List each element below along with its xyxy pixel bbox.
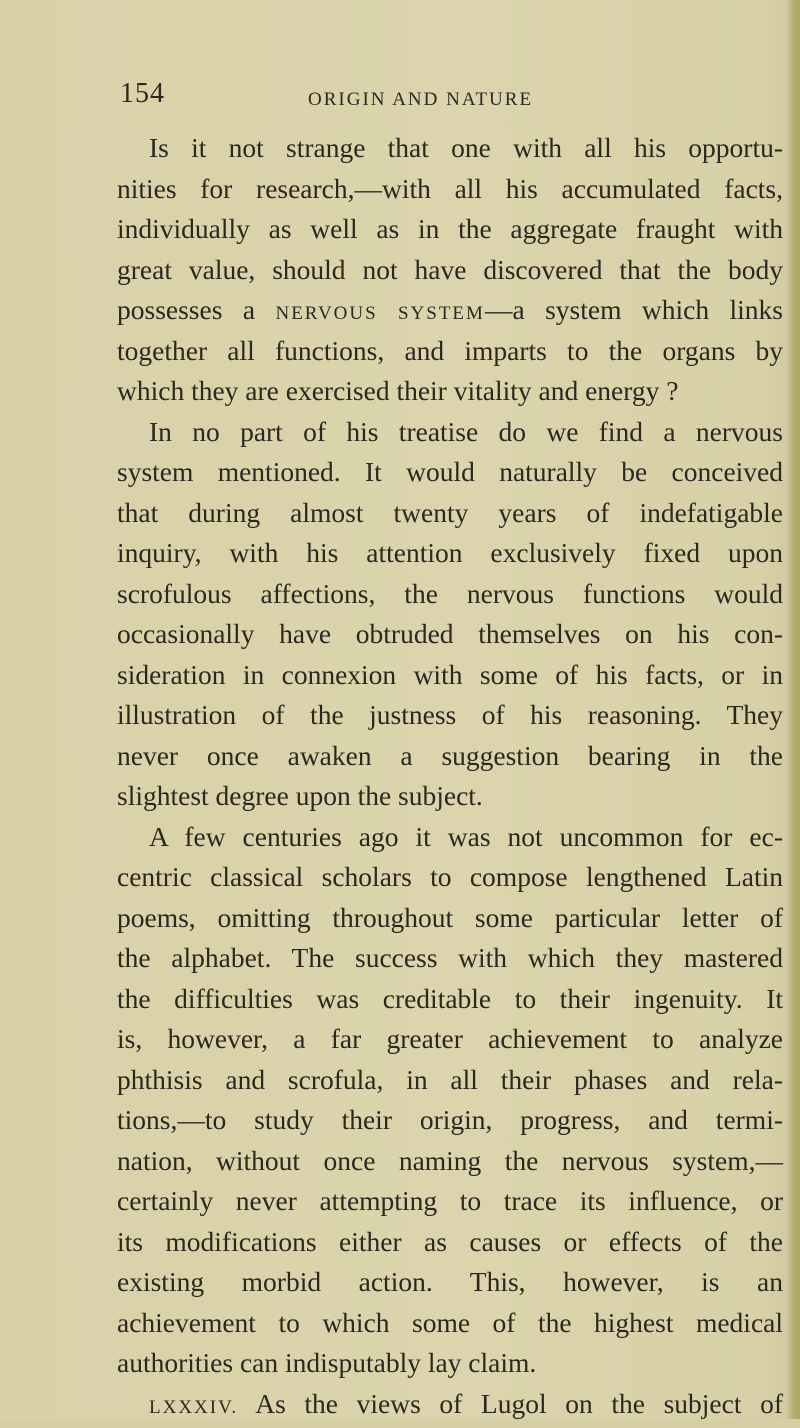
text-line xyxy=(117,290,783,331)
text-run: As the views of Lugol on the subject of xyxy=(238,1387,783,1419)
body-text xyxy=(117,128,783,1424)
text-line: slightest degree upon the subject. xyxy=(117,780,483,811)
text-line: scrofulous affections, the nervous functions would xyxy=(117,577,783,609)
text-run: possesses a xyxy=(117,294,276,325)
text-line: poems, omitting throughout some particular letter of xyxy=(117,901,783,933)
text-line: centric classical scholars to compose lengthened Latin xyxy=(117,861,783,892)
text-line: is, however, a far greater achievement to analyze xyxy=(117,1023,783,1054)
small-caps-term: NERVOUS SYSTEM xyxy=(275,303,485,324)
text-line: illustration of the justness of his reasoning. They xyxy=(117,699,783,730)
text-line: individually as well as in the aggregate fraught with xyxy=(117,213,783,244)
page-edge xyxy=(786,0,800,1419)
text-line: A few centuries ago it was not uncommon for ec- xyxy=(149,820,783,852)
text-line: never once awaken a suggestion bearing in the xyxy=(117,739,783,771)
text-line: Is it not strange that one with all his opportu- xyxy=(149,132,783,163)
text-line: nities for research,—with all his accumulated facts, xyxy=(117,172,783,204)
text-line: inquiry, with his attention exclusively fixed upon xyxy=(117,537,783,568)
text-line: certainly never attempting to trace its influence, or xyxy=(117,1185,783,1216)
text-line: together all functions, and imparts to the organs by xyxy=(117,334,783,366)
text-line: the alphabet. The success with which they mastered xyxy=(117,942,783,973)
text-line: authorities can indisputably lay claim. xyxy=(117,1347,537,1378)
page-header xyxy=(120,78,780,118)
text-line: which they are exercised their vitality and energy ? xyxy=(117,375,679,406)
text-line: system mentioned. It would naturally be conceived xyxy=(117,456,783,487)
running-head: ORIGIN AND NATURE xyxy=(308,89,534,110)
page-number: 154 xyxy=(120,78,165,109)
text-line: that during almost twenty years of indefatigable xyxy=(117,496,783,528)
text-line: phthisis and scrofula, in all their phases and rela- xyxy=(117,1063,783,1095)
text-line: great value, should not have discovered that the body xyxy=(117,253,783,285)
text-line: existing morbid action. This, however, is an xyxy=(117,1266,783,1297)
text-line: nation, without once naming the nervous system,— xyxy=(117,1144,783,1176)
text-line: tions,—to study their origin, progress, and termi- xyxy=(117,1104,783,1135)
text-line: the difficulties was creditable to their ingenuity. It xyxy=(117,982,783,1014)
text-line: occasionally have obtruded themselves on his con- xyxy=(117,618,783,649)
text-line: achievement to which some of the highest medical xyxy=(117,1306,783,1338)
text-line xyxy=(117,1384,783,1425)
text-run: —a system which links xyxy=(484,294,783,325)
section-number: LXXXIV. xyxy=(149,1396,239,1418)
text-line: In no part of his treatise do we find a nervous xyxy=(149,415,783,447)
text-line: its modifications either as causes or effects of the xyxy=(117,1225,783,1257)
text-line: sideration in connexion with some of his facts, or in xyxy=(117,658,783,690)
